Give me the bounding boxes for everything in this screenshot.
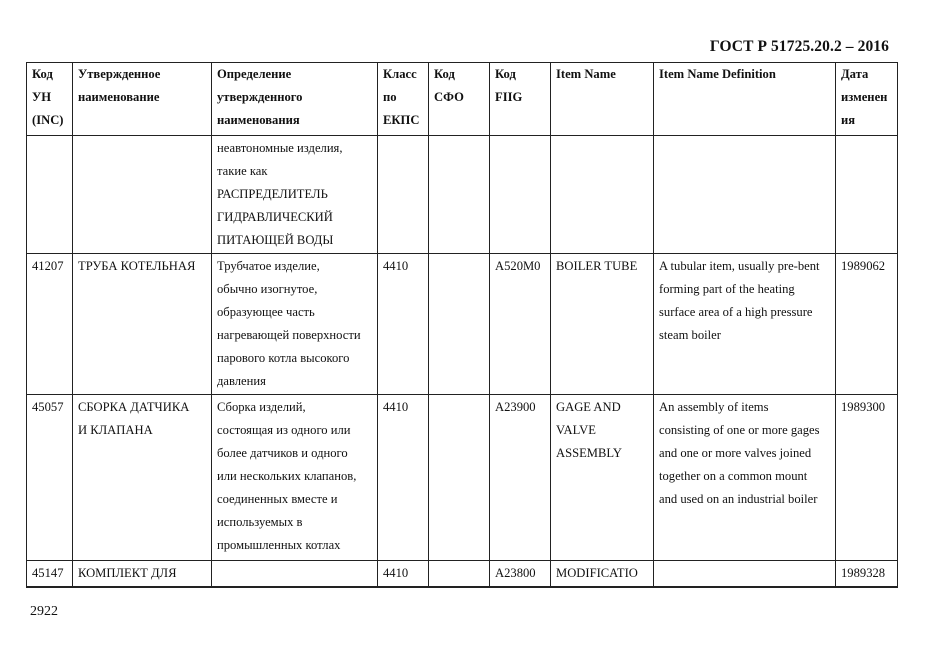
table-row	[27, 254, 898, 395]
catalog-table	[26, 62, 898, 588]
cell-date: 1989328	[836, 561, 898, 587]
col-header-definition: Определение утвержденного наименования	[212, 63, 378, 136]
table-row	[27, 561, 898, 587]
col-header-sfo: Код СФО	[429, 63, 490, 136]
cell-sfo	[429, 136, 490, 254]
cell-item-definition	[654, 136, 836, 254]
table-header-row	[27, 63, 898, 136]
cell-class: 4410	[378, 395, 429, 561]
cell-sfo	[429, 254, 490, 395]
cell-fiig: A520M0	[490, 254, 551, 395]
cell-approved-name: СБОРКА ДАТЧИКА И КЛАПАНА	[73, 395, 212, 561]
cell-definition	[212, 561, 378, 587]
cell-inc: 41207	[27, 254, 73, 395]
cell-definition: Трубчатое изделие, обычно изогнутое, образующее часть нагревающей поверхности парового котла высокого давления	[212, 254, 378, 395]
cell-date: 1989062	[836, 254, 898, 395]
cell-class	[378, 136, 429, 254]
col-header-item-name: Item Name	[551, 63, 654, 136]
page-number: 2922	[30, 604, 58, 619]
cell-inc: 45057	[27, 395, 73, 561]
cell-item-name: BOILER TUBE	[551, 254, 654, 395]
cell-class: 4410	[378, 254, 429, 395]
cell-fiig	[490, 136, 551, 254]
col-header-date: Дата изменен ия	[836, 63, 898, 136]
cell-date	[836, 136, 898, 254]
cell-sfo	[429, 395, 490, 561]
cell-item-definition: A tubular item, usually pre-bent forming part of the heating surface area of a high pressure steam boiler	[654, 254, 836, 395]
cell-inc: 45147	[27, 561, 73, 587]
col-header-approved-name: Утвержденное наименование	[73, 63, 212, 136]
col-header-inc: Код УН (INC)	[27, 63, 73, 136]
col-header-fiig: Код FIIG	[490, 63, 551, 136]
cell-definition: Сборка изделий, состоящая из одного или более датчиков и одного или нескольких клапанов, соединенных вместе и используемых в промышленных котлах	[212, 395, 378, 561]
cell-approved-name: КОМПЛЕКТ ДЛЯ	[73, 561, 212, 587]
cell-inc	[27, 136, 73, 254]
table-row	[27, 395, 898, 561]
cell-fiig: A23900	[490, 395, 551, 561]
cell-item-definition	[654, 561, 836, 587]
cell-item-name: MODIFICATIO	[551, 561, 654, 587]
cell-item-name: GAGE AND VALVE ASSEMBLY	[551, 395, 654, 561]
table-row	[27, 136, 898, 254]
cell-class: 4410	[378, 561, 429, 587]
cell-definition: неавтономные изделия, такие как РАСПРЕДЕЛИТЕЛЬ ГИДРАВЛИЧЕСКИЙ ПИТАЮЩЕЙ ВОДЫ	[212, 136, 378, 254]
cell-approved-name	[73, 136, 212, 254]
cell-sfo	[429, 561, 490, 587]
cell-item-definition: An assembly of items consisting of one or more gages and one or more valves joined together on a common mount and used on an industrial boiler	[654, 395, 836, 561]
document-title: ГОСТ Р 51725.20.2 – 2016	[709, 38, 889, 55]
col-header-item-definition: Item Name Definition	[654, 63, 836, 136]
cell-approved-name: ТРУБА КОТЕЛЬНАЯ	[73, 254, 212, 395]
cell-date: 1989300	[836, 395, 898, 561]
cell-fiig: A23800	[490, 561, 551, 587]
cell-item-name	[551, 136, 654, 254]
col-header-class: Класс по ЕКПС	[378, 63, 429, 136]
